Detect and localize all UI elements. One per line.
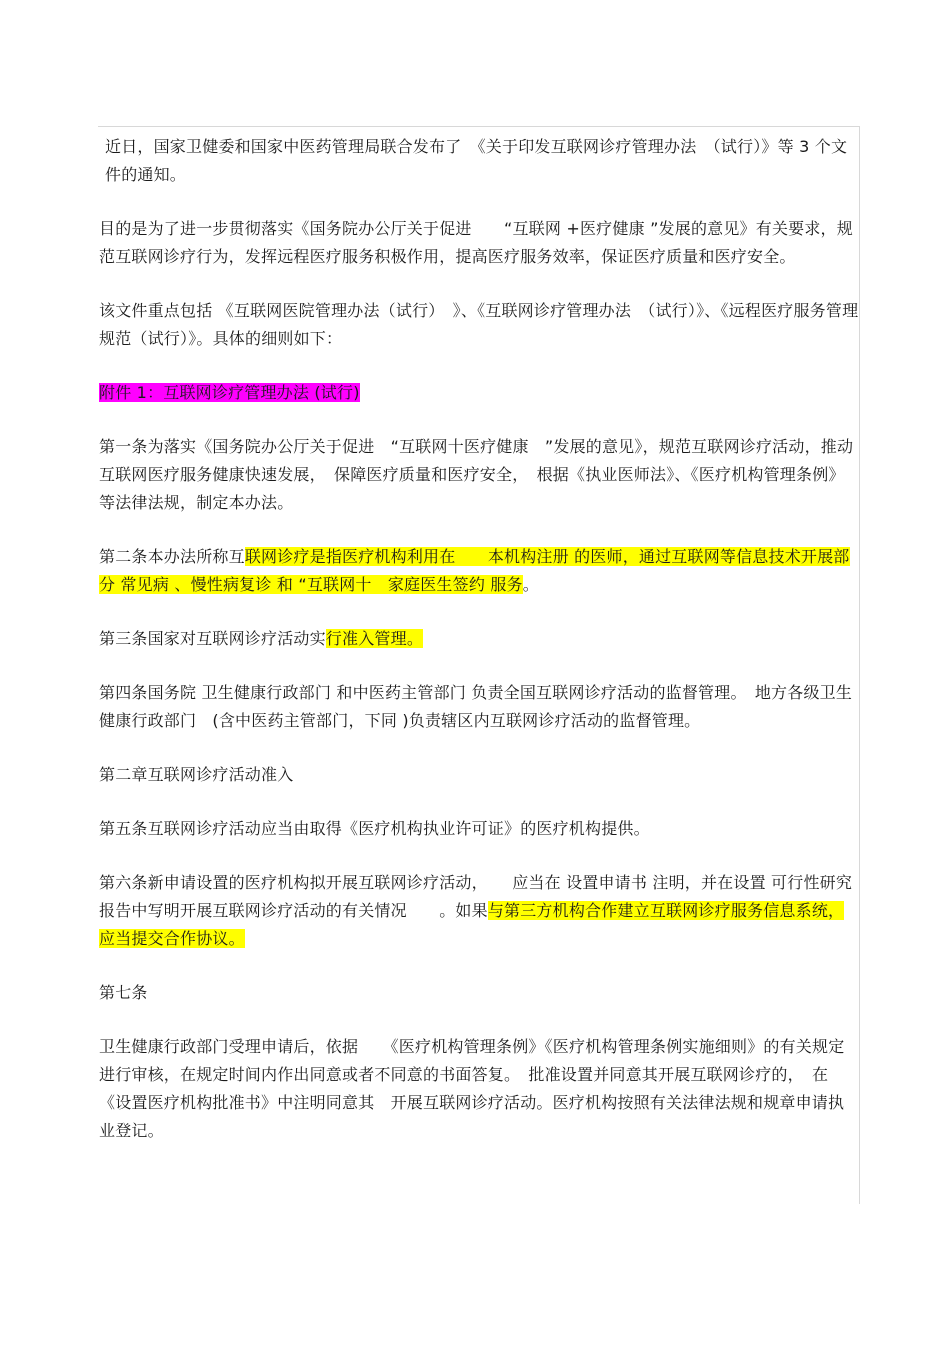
article-2 [99,543,859,599]
document-body [99,133,859,1145]
article-7-body [99,1033,859,1145]
article-5 [99,815,859,843]
paragraph-text: 第六条新申请设置的医疗机构拟开展互联网诊疗活动， 应当在 设置申请书 注明，并在设置 可行性研究报告中写明开展互联网诊疗活动的有关情况 。如果 [99,873,853,920]
attachment-heading [99,379,859,407]
article-7-heading [99,979,859,1007]
article-6 [99,869,859,953]
paragraph-key-documents [99,297,859,353]
paragraph-text: 第二条本办法所称互 [99,547,245,566]
paragraph-text: 第四条国务院 卫生健康行政部门 和中医药主管部门 负责全国互联网诊疗活动的监督管理。 地方各级卫生健康行政部门 (含中医药主管部门，下同 )负责辖区内互联网诊疗活动的监督管理。 [99,683,853,730]
page-border-right [859,126,860,1204]
article-1 [99,433,859,517]
highlighted-text: 行准入管理。 [325,629,424,648]
paragraph-text: 目的是为了进一步贯彻落实《国务院办公厅关于促进 “互联网 +医疗健康 ”发展的意见》有关要求，规范互联网诊疗行为，发挥远程医疗服务积极作用，提高医疗服务效率，保证医疗质量和医疗安全。 [99,219,853,266]
paragraph-text: 第二章互联网诊疗活动准入 [99,765,294,784]
highlighted-text: 联网诊疗是指医疗机构利用在 本机构注册 的医师，通过互联网等信息技术开展部分 常见病 、慢性病复诊 和 “互联网十 家庭医生签约 服务 [99,547,850,594]
attachment-heading-text: 附件 1：互联网诊疗管理办法 (试行) [99,383,360,402]
paragraph-text: 第三条国家对互联网诊疗活动实 [99,629,326,648]
article-4 [99,679,859,735]
highlighted-text: 与第三方机构合作建立互联网诊疗服务信息系统，应当提交合作协议。 [99,901,845,948]
paragraph-text: 卫生健康行政部门受理申请后，依据 《医疗机构管理条例》《医疗机构管理条例实施细则》的有关规定 进行审核，在规定时间内作出同意或者不同意的书面答复。 批准设置并同意其开展互联网诊疗的， 在《设置医疗机构批准书》中注明同意其 开展互联网诊疗活动。医疗机构按照有关法律法规和规章申请执业登记。 [99,1037,845,1140]
page-border-top [98,126,860,127]
paragraph-intro [99,133,859,189]
paragraph-text: 。 [522,575,539,594]
article-3 [99,625,859,653]
paragraph-purpose [99,215,859,271]
chapter-2-heading [99,761,859,789]
paragraph-text: 第五条互联网诊疗活动应当由取得《医疗机构执业许可证》的医疗机构提供。 [99,819,650,838]
paragraph-text: 第一条为落实《国务院办公厅关于促进 “互联网十医疗健康 ”发展的意见》，规范互联网诊疗活动，推动互联网医疗服务健康快速发展， 保障医疗质量和医疗安全， 根据《执业医师法》、《医疗机构管理条例》等法律法规，制定本办法。 [99,437,854,512]
paragraph-text: 该文件重点包括 《互联网医院管理办法（试行） 》、《互联网诊疗管理办法 （试行）》、《远程医疗服务管理规范（试行）》。具体的细则如下： [99,301,859,348]
paragraph-text: 第七条 [99,983,148,1002]
paragraph-text: 近日，国家卫健委和国家中医药管理局联合发布了 《关于印发互联网诊疗管理办法 （试行）》等 3 个文件的通知。 [105,137,848,184]
